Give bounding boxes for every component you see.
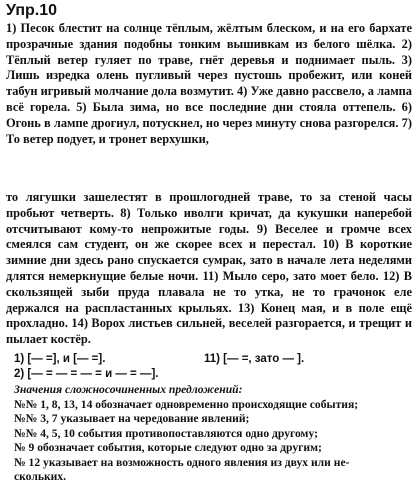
meaning-line: №№ 4, 5, 10 события противопоставляются одно другому; [14, 426, 318, 440]
scheme-sentence-2: 2) [— = — = — = и — = —]. [14, 368, 159, 380]
meaning-line: №№ 3, 7 указывает на чередование явлений; [14, 412, 250, 425]
meaning-line: № 9 обозначает события, которые следуют одно за другим; [14, 441, 322, 454]
scheme-sentence-1: 1) [— =], и [— =]. [14, 353, 106, 365]
meaning-line: №№ 1, 8, 13, 14 обозначает одновременно происходящие события; [14, 397, 359, 411]
meaning-line: № 12 указывает на возможность одного явления из двух или не- [14, 455, 350, 469]
exercise-paragraph-1: 1) Песок блестит на солнце тёплым, жёлтым блеском, и на его бархате прозрачные здания подобны тонким вышивкам из белого шёлка. 2) Тёплый ветер гуляет по траве, гнёт деревья и поднимает пыль. 3) Лишь изредка олень пугливый через пустошь пробежит, или коней табун игривый молчание дола возмутит. 4) Уже давно рассвело, а лампа всё горела. 5) Была зима, но все последние дни стояла оттепель. 6) Огонь в лампе дрогнул, потускнел, но через минуту снова разгорелся. 7) То ветер подует, и тронет верхушки, [6, 21, 412, 146]
exercise-heading: Упр.10 [6, 2, 58, 19]
meaning-line: скольких. [14, 470, 67, 483]
meanings-title: Значения сложносочиненных предложений: [14, 383, 243, 396]
scheme-sentence-11: 11) [— =, зато — ]. [204, 353, 305, 365]
exercise-paragraph-2: то лягушки зашелестят в прошлогодней траве, то за стеной часы пробьют четверть. 8) Только иволги кричат, да кукушки наперебой отсчитывают кому-то непрожитые годы. 9) Веселее и громче всех смеялся сам студент, он же скорее всех и перестал. 10) В короткие зимние дни здесь рано спускается сумрак, зато в начале лета неделями длятся немеркнущие белые ночи. 11) Мыло серо, зато моет бело. 12) В скользящей зыби пруда плавала не то утка, не то грачонок еле держался на распластанных крыльях. 13) Конец мая, и в поле ещё прохладно. 14) Ворох листьев сильней, веселей разгорается, и трещит и пылает костёр. [6, 190, 412, 347]
meanings-section [14, 383, 412, 485]
